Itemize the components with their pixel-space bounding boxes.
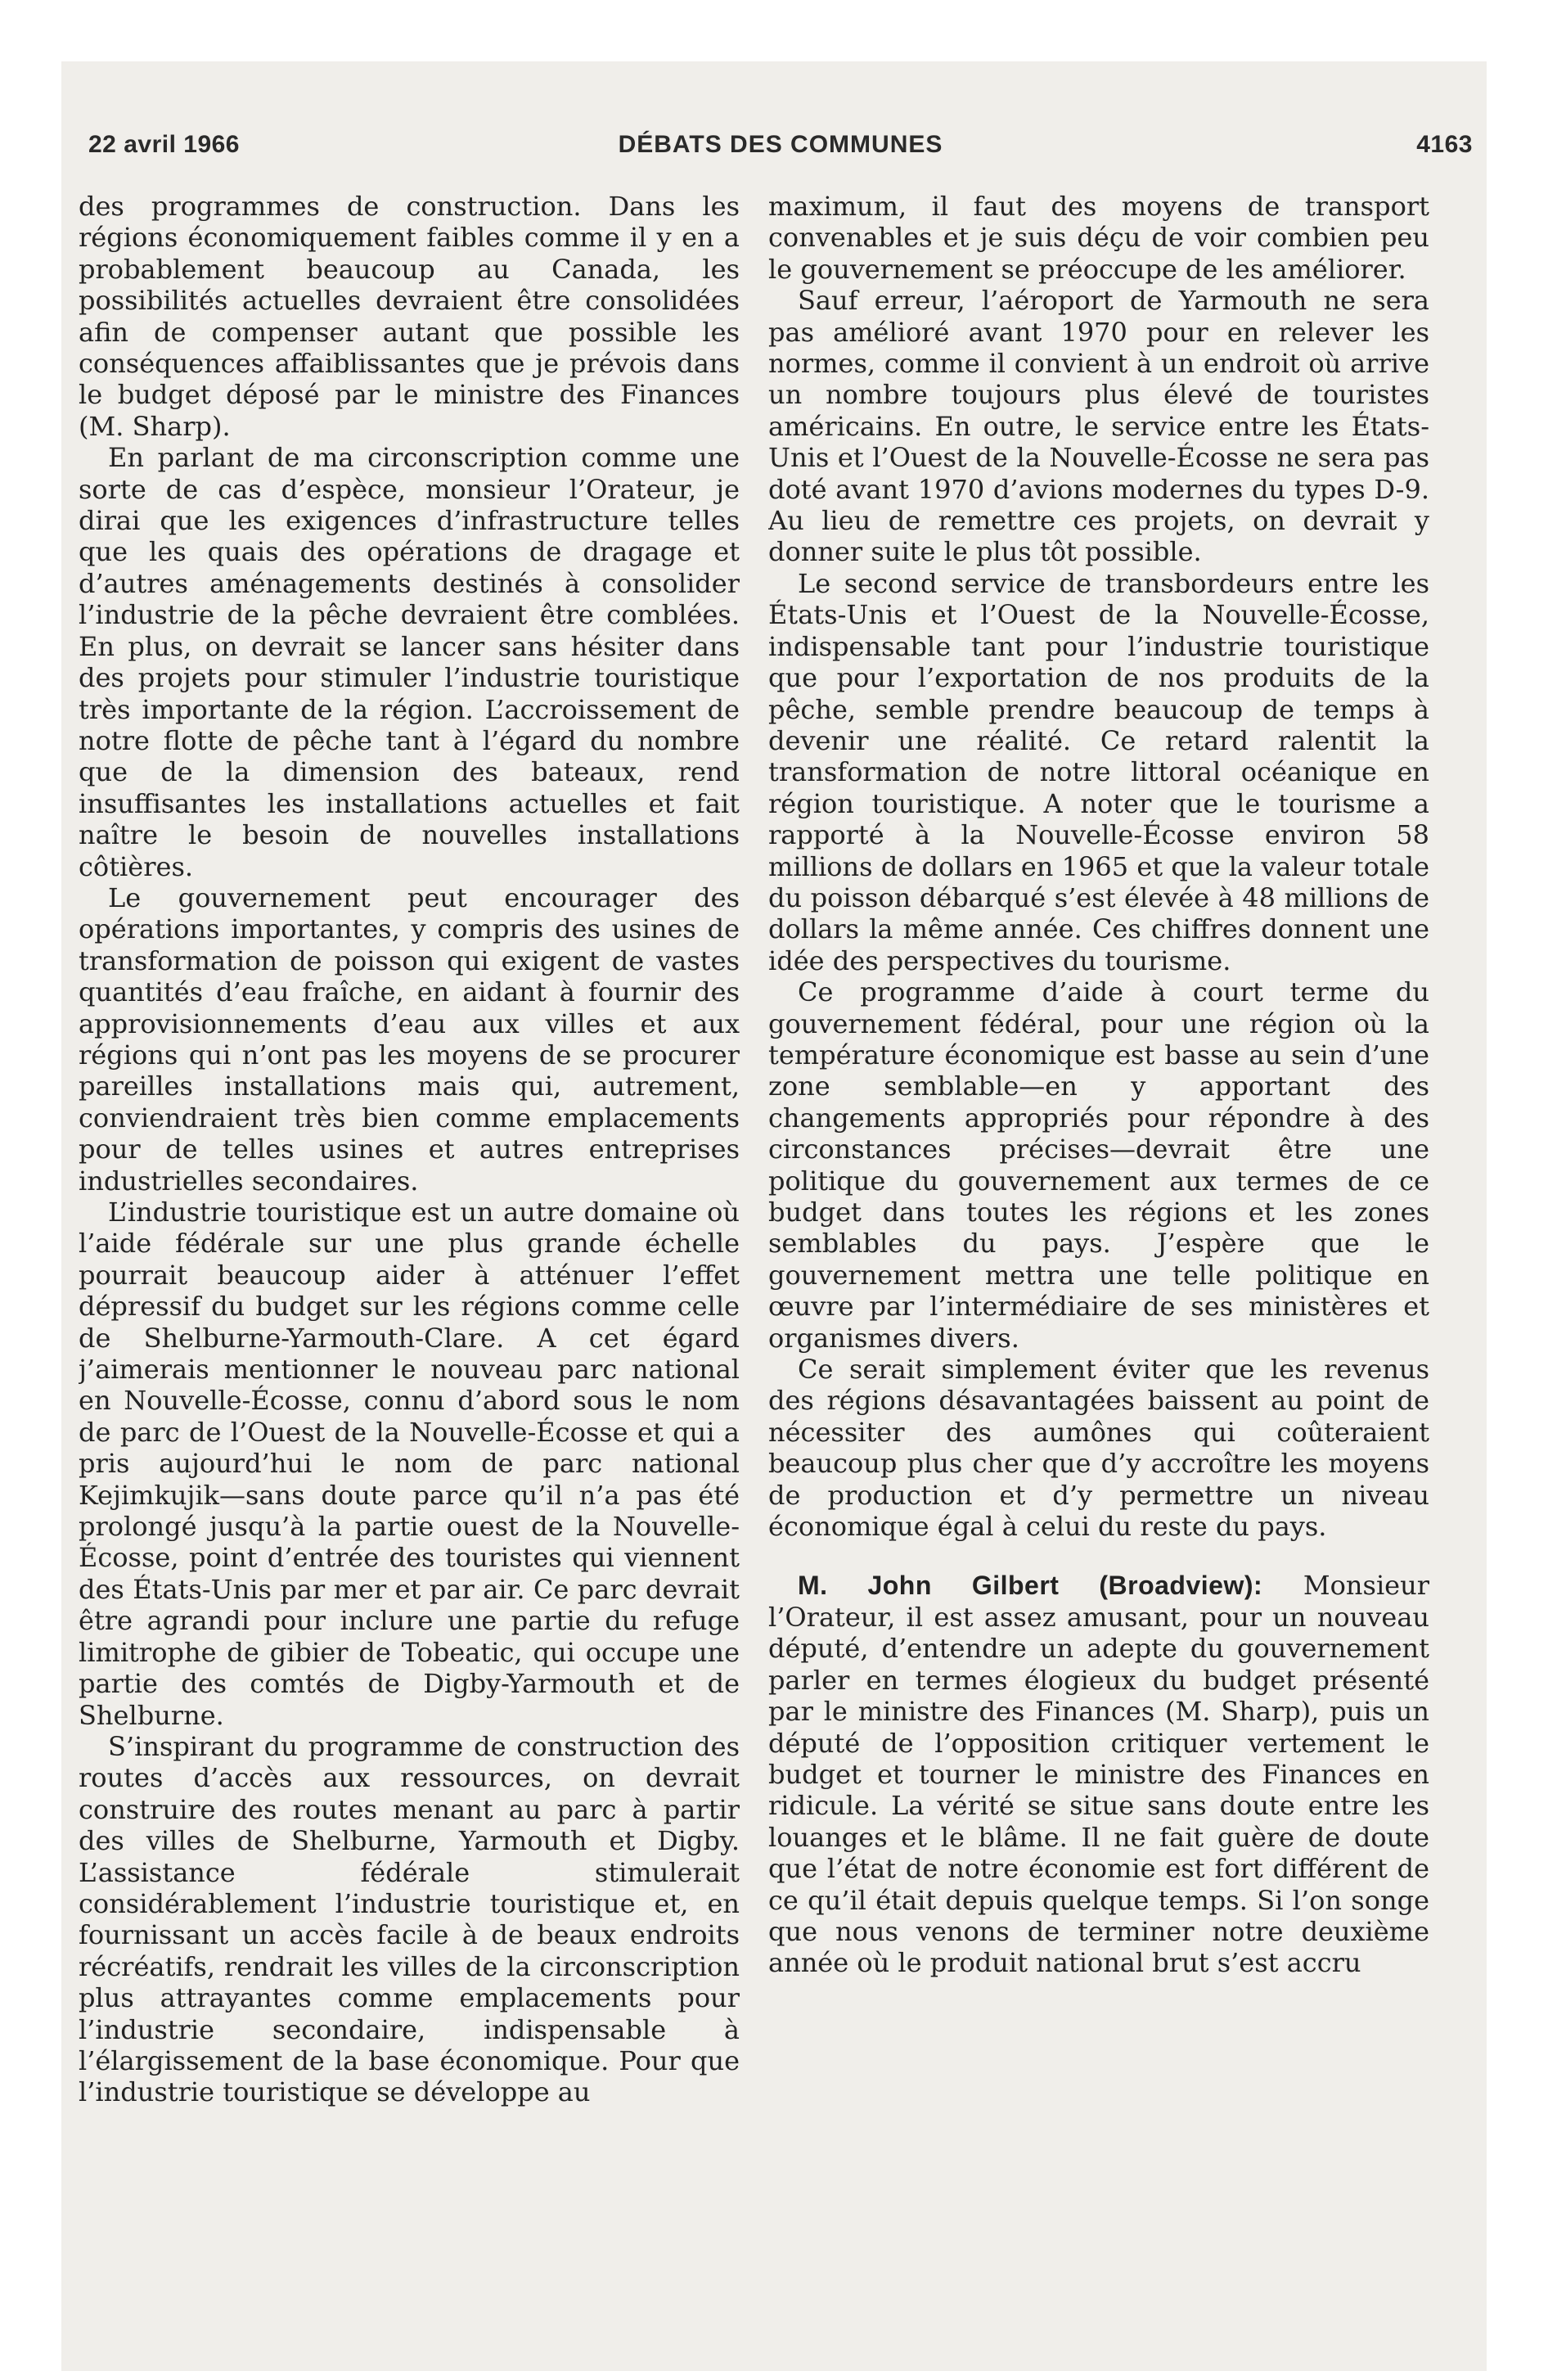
speaker-name: M. John Gilbert (Broadview):	[798, 1571, 1263, 1601]
header-title: DÉBATS DES COMMUNES	[618, 131, 943, 158]
paragraph: En parlant de ma circonscription comme une sorte de cas d’espèce, monsieur l’Orateur, je dirai que les exigences d’infrastructure telles que les quais des opérations de dragage et d’autres aménagements destinés à consolider l’industrie de la pêche devraient être comblées. En plus, on devrait se lancer sans hésiter dans des projets pour stimuler l’industrie touristique très importante de la région. L’accroissement de notre flotte de pêche tant à l’égard du nombre que de la dimension des bateaux, rend insuffisantes les installations actuelles et fait naître le besoin de nouvelles installations côtières.	[79, 442, 740, 882]
paragraph: S’inspirant du programme de construction des routes d’accès aux ressources, on devrait construire des routes menant au parc à partir des villes de Shelburne, Yarmouth et Digby. L’assistance fédérale stimulerait considérablement l’industrie touristique et, en fournissant un accès facile à de beaux endroits récréatifs, rendrait les villes de la circonscription plus attrayantes comme emplacements pour l’industrie secondaire, indispensable à l’élargissement de la base économique. Pour que l’industrie touristique se développe au	[79, 1730, 740, 2108]
paragraph: des programmes de construction. Dans les régions économiquement faibles comme il y en a probablement beaucoup au Canada, les possibilités actuelles devraient être consolidées afin de compenser autant que possible les conséquences affaiblissantes que je prévois dans le budget déposé par le ministre des Finances (M. Sharp).	[79, 191, 740, 442]
right-column	[768, 191, 1429, 2270]
paragraph: Le second service de transbordeurs entre les États-Unis et l’Ouest de la Nouvelle-Écosse, indispensable tant pour l’industrie touristique que pour l’exportation de nos produits de la pêche, semble prendre beaucoup de temps à devenir une réalité. Ce retard ralentit la transformation de notre littoral océanique en région touristique. A noter que le tourisme a rapporté à la Nouvelle-Écosse environ 58 millions de dollars en 1965 et que la valeur totale du poisson débarqué s’est élevée à 48 millions de dollars la même année. Ces chiffres donnent une idée des perspectives du tourisme.	[768, 567, 1429, 976]
paragraph: Sauf erreur, l’aéroport de Yarmouth ne sera pas amélioré avant 1970 pour en relever les normes, comme il convient à un endroit où arrive un nombre toujours plus élevé de touristes américains. En outre, le service entre les États-Unis et l’Ouest de la Nouvelle-Écosse ne sera pas doté avant 1970 d’avions modernes du types D-9. Au lieu de remettre ces projets, on devrait y donner suite le plus tôt possible.	[768, 285, 1429, 568]
paragraph: Ce programme d’aide à court terme du gouvernement fédéral, pour une région où la température économique est basse au sein d’une zone semblable—en y apportant des changements appropriés pour répondre à des circonstances précises—devrait être une politique du gouvernement aux termes de ce budget dans toutes les régions et les zones semblables du pays. J’espère que le gouvernement mettra une telle politique en œuvre par l’intermédiaire de ses ministères et organismes divers.	[768, 976, 1429, 1354]
paragraph: Le gouvernement peut encourager des opérations importantes, y compris des usines de transformation de poisson qui exigent de vastes quantités d’eau fraîche, en aidant à fournir des approvisionnements d’eau aux villes et aux régions qui n’ont pas les moyens de se procurer pareilles installations mais qui, autrement, conviendraient très bien comme emplacements pour de telles usines et autres entreprises industrielles secondaires.	[79, 881, 740, 1197]
paragraph: L’industrie touristique est un autre domaine où l’aide fédérale sur une plus grande échelle pourrait beaucoup aider à atténuer l’effet dépressif du budget sur les régions comme celle de Shelburne-Yarmouth-Clare. A cet égard j’aimerais mentionner le nouveau parc national en Nouvelle-Écosse, connu d’abord sous le nom de parc de l’Ouest de la Nouvelle-Écosse et qui a pris aujourd’hui le nom de parc national Kejimkujik—sans doute parce qu’il n’a pas été prolongé jusqu’à la partie ouest de la Nouvelle-Écosse, point d’entrée des touristes qui viennent des États-Unis par mer et par air. Ce parc devrait être agrandi pour inclure une partie du refuge limitrophe de gibier de Tobeatic, qui occupe une partie des comtés de Digby-Yarmouth et de Shelburne.	[79, 1197, 740, 1731]
speech-paragraph	[768, 1570, 1429, 1978]
page-header	[88, 131, 1473, 172]
header-date: 22 avril 1966	[88, 131, 240, 158]
left-column	[79, 191, 740, 2270]
paragraph: Ce serait simplement éviter que les revenus des régions désavantagées baissent au point de nécessiter des aumônes qui coûteraient beaucoup plus cher que d’y accroître les moyens de production et d’y permettre un niveau économique égal à celui du reste du pays.	[768, 1354, 1429, 1543]
paragraph: maximum, il faut des moyens de transport convenables et je suis déçu de voir combien peu le gouvernement se préoccupe de les améliorer.	[768, 191, 1429, 285]
scanned-page	[61, 61, 1487, 2371]
page-number: 4163	[1416, 131, 1473, 158]
speech-text: Monsieur l’Orateur, il est assez amusant, pour un nouveau député, d’entendre un adepte du gouvernement parler en termes élogieux du budget présenté par le ministre des Finances (M. Sharp), puis un député de l’opposition critiquer vertement le budget et tourner le ministre des Finances en ridicule. La vérité se situe sans doute entre les louanges et le blâme. Il ne fait guère de doute que l’état de notre économie est fort différent de ce qu’il était depuis quelque temps. Si l’on songe que nous venons de terminer notre deuxième année où le produit national brut s’est accru	[768, 1570, 1429, 1979]
